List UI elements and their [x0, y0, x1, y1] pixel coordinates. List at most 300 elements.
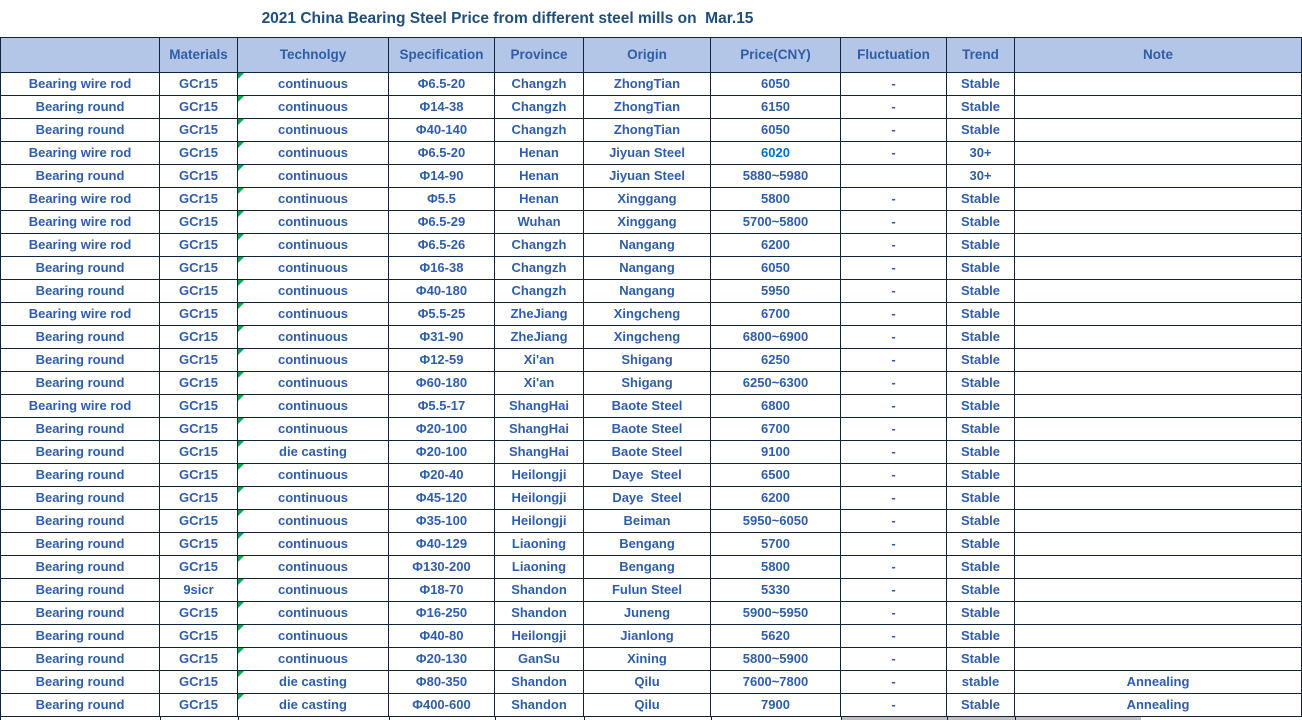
- cell-specification[interactable]: Φ20-100: [389, 418, 495, 441]
- cell-specification[interactable]: Φ45-120: [389, 487, 495, 510]
- cell-product[interactable]: Bearing round: [1, 349, 160, 372]
- cell-technology[interactable]: [238, 556, 389, 579]
- cell-origin[interactable]: Shigang: [584, 349, 711, 372]
- cell-price[interactable]: 6150: [711, 96, 841, 119]
- cell-price[interactable]: 6050: [711, 73, 841, 96]
- cell-specification[interactable]: Φ6.5-26: [389, 234, 495, 257]
- header-cell-note[interactable]: Note: [1015, 38, 1302, 73]
- table-row: [1, 602, 1302, 625]
- cell-fluctuation[interactable]: -: [841, 671, 947, 694]
- cell-materials[interactable]: GCr15: [160, 372, 238, 395]
- cell-product[interactable]: Bearing round: [1, 579, 160, 602]
- cell-technology[interactable]: [238, 602, 389, 625]
- cell-product[interactable]: Bearing wire rod: [1, 188, 160, 211]
- cell-technology-label: continuous: [277, 306, 349, 321]
- cell-province[interactable]: Changzh: [495, 119, 584, 142]
- cell-price[interactable]: 7600~7800: [711, 671, 841, 694]
- cell-price[interactable]: 6800~6900: [711, 326, 841, 349]
- cell-price[interactable]: 5330: [711, 579, 841, 602]
- cell-price[interactable]: 5700: [711, 533, 841, 556]
- cell-materials[interactable]: GCr15: [160, 165, 238, 188]
- cell-trend[interactable]: Stable: [947, 625, 1015, 648]
- error-indicator-icon: [238, 372, 244, 378]
- cell-note[interactable]: [1015, 73, 1302, 96]
- cell-province[interactable]: Changzh: [495, 280, 584, 303]
- cell-technology[interactable]: [238, 280, 389, 303]
- cell-product[interactable]: Bearing wire rod: [1, 303, 160, 326]
- cell-technology[interactable]: [238, 625, 389, 648]
- cell-trend[interactable]: Stable: [947, 280, 1015, 303]
- cell-trend[interactable]: Stable: [947, 464, 1015, 487]
- cell-note[interactable]: [1015, 257, 1302, 280]
- cell-product[interactable]: Bearing round: [1, 648, 160, 671]
- cell-specification[interactable]: Φ20-40: [389, 464, 495, 487]
- cell-price[interactable]: 5950: [711, 280, 841, 303]
- cell-fluctuation[interactable]: -: [841, 579, 947, 602]
- cell-product[interactable]: Bearing round: [1, 464, 160, 487]
- cell-fluctuation[interactable]: -: [841, 119, 947, 142]
- cell-materials[interactable]: GCr15: [160, 533, 238, 556]
- cell-price[interactable]: 5900~5950: [711, 602, 841, 625]
- header-cell-materials[interactable]: Materials: [160, 38, 238, 73]
- cell-trend[interactable]: Stable: [947, 257, 1015, 280]
- cell-fluctuation[interactable]: -: [841, 625, 947, 648]
- cell-province[interactable]: Shandon: [495, 694, 584, 717]
- cell-province[interactable]: Liaoning: [495, 533, 584, 556]
- cell-province[interactable]: Heilongji: [495, 464, 584, 487]
- cell-fluctuation[interactable]: -: [841, 602, 947, 625]
- cell-product[interactable]: Bearing wire rod: [1, 142, 160, 165]
- cell-price[interactable]: 6050: [711, 257, 841, 280]
- cell-technology[interactable]: [238, 418, 389, 441]
- cell-origin[interactable]: Baote Steel: [584, 441, 711, 464]
- cell-specification[interactable]: Φ40-129: [389, 533, 495, 556]
- cell-materials[interactable]: GCr15: [160, 625, 238, 648]
- cell-province[interactable]: Xi'an: [495, 372, 584, 395]
- sheet-title[interactable]: 2021 China Bearing Steel Price from different steel mills on Mar.15: [261, 9, 754, 27]
- cell-price[interactable]: 6050: [711, 119, 841, 142]
- cell-technology[interactable]: [238, 234, 389, 257]
- cell-technology[interactable]: [238, 395, 389, 418]
- cell-fluctuation[interactable]: -: [841, 487, 947, 510]
- cell-origin[interactable]: ZhongTian: [584, 96, 711, 119]
- cell-origin[interactable]: ZhongTian: [584, 73, 711, 96]
- cell-trend[interactable]: Stable: [947, 510, 1015, 533]
- cell-price[interactable]: 5800: [711, 188, 841, 211]
- cell-product[interactable]: Bearing round: [1, 533, 160, 556]
- cell-note[interactable]: [1015, 96, 1302, 119]
- cell-trend[interactable]: stable: [947, 671, 1015, 694]
- cell-fluctuation[interactable]: -: [841, 280, 947, 303]
- cell-technology[interactable]: [238, 188, 389, 211]
- cell-trend[interactable]: Stable: [947, 234, 1015, 257]
- cell-materials[interactable]: GCr15: [160, 671, 238, 694]
- cell-specification[interactable]: Φ35-100: [389, 510, 495, 533]
- cell-price[interactable]: 5950~6050: [711, 510, 841, 533]
- cell-specification[interactable]: Φ16-250: [389, 602, 495, 625]
- cell-trend[interactable]: Stable: [947, 372, 1015, 395]
- cell-fluctuation[interactable]: -: [841, 464, 947, 487]
- cell-note[interactable]: [1015, 188, 1302, 211]
- cell-materials[interactable]: GCr15: [160, 694, 238, 717]
- cell-price[interactable]: 6200: [711, 487, 841, 510]
- cell-province[interactable]: GanSu: [495, 648, 584, 671]
- cell-materials[interactable]: GCr15: [160, 418, 238, 441]
- cell-product[interactable]: Bearing round: [1, 326, 160, 349]
- cell-specification[interactable]: Φ5.5-17: [389, 395, 495, 418]
- cell-specification[interactable]: Φ6.5-29: [389, 211, 495, 234]
- cell-trend[interactable]: Stable: [947, 487, 1015, 510]
- cell-origin[interactable]: Daye Steel: [584, 487, 711, 510]
- cell-note[interactable]: [1015, 510, 1302, 533]
- cell-province[interactable]: Henan: [495, 142, 584, 165]
- header-cell-trend[interactable]: Trend: [947, 38, 1015, 73]
- cell-product[interactable]: Bearing wire rod: [1, 234, 160, 257]
- cell-origin[interactable]: Xinggang: [584, 188, 711, 211]
- cell-product[interactable]: Bearing round: [1, 694, 160, 717]
- cell-price[interactable]: 5880~5980: [711, 165, 841, 188]
- cell-specification[interactable]: Φ40-180: [389, 280, 495, 303]
- cell-origin[interactable]: Jiyuan Steel: [584, 142, 711, 165]
- cell-fluctuation[interactable]: -: [841, 648, 947, 671]
- cell-fluctuation[interactable]: -: [841, 326, 947, 349]
- cell-specification[interactable]: Φ6.5-20: [389, 73, 495, 96]
- cell-province[interactable]: Henan: [495, 188, 584, 211]
- cell-fluctuation[interactable]: -: [841, 418, 947, 441]
- cell-trend[interactable]: Stable: [947, 694, 1015, 717]
- cell-fluctuation[interactable]: -: [841, 694, 947, 717]
- cell-technology[interactable]: [238, 165, 389, 188]
- cell-trend[interactable]: Stable: [947, 579, 1015, 602]
- cell-materials[interactable]: GCr15: [160, 234, 238, 257]
- cell-fluctuation[interactable]: -: [841, 96, 947, 119]
- cell-province[interactable]: Wuhan: [495, 211, 584, 234]
- cell-price[interactable]: 6700: [711, 303, 841, 326]
- cell-province[interactable]: Changzh: [495, 234, 584, 257]
- cell-origin[interactable]: Xining: [584, 648, 711, 671]
- cell-province[interactable]: Liaoning: [495, 556, 584, 579]
- cell-specification[interactable]: Φ18-70: [389, 579, 495, 602]
- cell-technology[interactable]: [238, 648, 389, 671]
- cell-materials[interactable]: GCr15: [160, 487, 238, 510]
- cell-fluctuation[interactable]: -: [841, 441, 947, 464]
- cell-specification[interactable]: Φ16-38: [389, 257, 495, 280]
- cell-product[interactable]: Bearing round: [1, 602, 160, 625]
- cell-origin[interactable]: Nangang: [584, 257, 711, 280]
- cell-materials[interactable]: GCr15: [160, 211, 238, 234]
- cell-specification[interactable]: Φ40-80: [389, 625, 495, 648]
- cell-note[interactable]: [1015, 579, 1302, 602]
- cell-province[interactable]: Changzh: [495, 96, 584, 119]
- cell-note[interactable]: [1015, 602, 1302, 625]
- cell-price[interactable]: 6020: [711, 142, 841, 165]
- cell-product[interactable]: Bearing round: [1, 418, 160, 441]
- cell-trend[interactable]: Stable: [947, 418, 1015, 441]
- cell-product[interactable]: Bearing round: [1, 165, 160, 188]
- cell-note[interactable]: [1015, 211, 1302, 234]
- cell-note[interactable]: [1015, 372, 1302, 395]
- cell-materials[interactable]: GCr15: [160, 648, 238, 671]
- cell-specification[interactable]: Φ14-90: [389, 165, 495, 188]
- cell-product[interactable]: Bearing wire rod: [1, 73, 160, 96]
- cell-trend[interactable]: Stable: [947, 556, 1015, 579]
- cell-price[interactable]: 5700~5800: [711, 211, 841, 234]
- cell-product[interactable]: Bearing round: [1, 280, 160, 303]
- cell-product[interactable]: Bearing round: [1, 625, 160, 648]
- cell-specification[interactable]: Φ31-90: [389, 326, 495, 349]
- cell-fluctuation[interactable]: -: [841, 188, 947, 211]
- cell-province[interactable]: ShangHai: [495, 441, 584, 464]
- cell-price[interactable]: 6200: [711, 234, 841, 257]
- cell-materials[interactable]: GCr15: [160, 303, 238, 326]
- cell-product[interactable]: Bearing round: [1, 510, 160, 533]
- cell-origin[interactable]: Xingcheng: [584, 326, 711, 349]
- cell-materials[interactable]: GCr15: [160, 441, 238, 464]
- cell-specification[interactable]: Φ130-200: [389, 556, 495, 579]
- cell-province[interactable]: Changzh: [495, 257, 584, 280]
- header-cell-technology[interactable]: Technolgy: [238, 38, 389, 73]
- cell-fluctuation[interactable]: -: [841, 303, 947, 326]
- cell-trend[interactable]: Stable: [947, 303, 1015, 326]
- cell-technology[interactable]: [238, 349, 389, 372]
- cell-note[interactable]: [1015, 625, 1302, 648]
- cell-fluctuation[interactable]: -: [841, 533, 947, 556]
- cell-origin[interactable]: Qilu: [584, 671, 711, 694]
- cell-fluctuation[interactable]: -: [841, 372, 947, 395]
- cell-technology[interactable]: [238, 303, 389, 326]
- table-row: [1, 119, 1302, 142]
- cell-technology[interactable]: [238, 671, 389, 694]
- cell-materials[interactable]: GCr15: [160, 280, 238, 303]
- cell-materials[interactable]: GCr15: [160, 395, 238, 418]
- cell-product[interactable]: Bearing round: [1, 441, 160, 464]
- cell-product[interactable]: Bearing round: [1, 257, 160, 280]
- cell-province[interactable]: Shandon: [495, 602, 584, 625]
- cell-fluctuation[interactable]: -: [841, 142, 947, 165]
- cell-fluctuation[interactable]: -: [841, 211, 947, 234]
- cell-specification[interactable]: Φ40-140: [389, 119, 495, 142]
- cell-technology[interactable]: [238, 694, 389, 717]
- cell-materials[interactable]: GCr15: [160, 257, 238, 280]
- cell-origin[interactable]: ZhongTian: [584, 119, 711, 142]
- cell-specification[interactable]: Φ14-38: [389, 96, 495, 119]
- cell-price[interactable]: 6700: [711, 418, 841, 441]
- table-row: [1, 349, 1302, 372]
- cell-materials[interactable]: GCr15: [160, 349, 238, 372]
- cell-fluctuation[interactable]: -: [841, 349, 947, 372]
- cell-fluctuation[interactable]: -: [841, 556, 947, 579]
- header-cell-fluctuation[interactable]: Fluctuation: [841, 38, 947, 73]
- cell-trend[interactable]: Stable: [947, 211, 1015, 234]
- cell-technology[interactable]: [238, 257, 389, 280]
- cell-origin[interactable]: Bengang: [584, 533, 711, 556]
- cell-province[interactable]: Shandon: [495, 579, 584, 602]
- cell-origin[interactable]: Nangang: [584, 280, 711, 303]
- cell-trend[interactable]: Stable: [947, 533, 1015, 556]
- cell-materials[interactable]: GCr15: [160, 188, 238, 211]
- cell-trend[interactable]: Stable: [947, 395, 1015, 418]
- title-row: [0, 0, 1302, 37]
- cell-materials[interactable]: GCr15: [160, 119, 238, 142]
- cell-note[interactable]: Annealing: [1015, 671, 1302, 694]
- cell-note[interactable]: [1015, 648, 1302, 671]
- cell-specification[interactable]: Φ5.5-25: [389, 303, 495, 326]
- cell-technology[interactable]: [238, 73, 389, 96]
- cell-province[interactable]: ShangHai: [495, 395, 584, 418]
- cell-fluctuation[interactable]: -: [841, 510, 947, 533]
- cell-product[interactable]: Bearing round: [1, 372, 160, 395]
- cell-price[interactable]: 5800~5900: [711, 648, 841, 671]
- cell-materials[interactable]: GCr15: [160, 556, 238, 579]
- cell-province[interactable]: Henan: [495, 165, 584, 188]
- cell-materials[interactable]: GCr15: [160, 142, 238, 165]
- cell-specification[interactable]: Φ20-130: [389, 648, 495, 671]
- cell-origin[interactable]: Daye Steel: [584, 464, 711, 487]
- cell-origin[interactable]: Jianlong: [584, 625, 711, 648]
- cell-origin[interactable]: Xingcheng: [584, 303, 711, 326]
- cell-fluctuation[interactable]: [841, 165, 947, 188]
- cell-price[interactable]: 6250~6300: [711, 372, 841, 395]
- cell-technology[interactable]: [238, 510, 389, 533]
- cell-technology[interactable]: [238, 579, 389, 602]
- cell-province[interactable]: ZheJiang: [495, 303, 584, 326]
- cell-technology[interactable]: [238, 211, 389, 234]
- cell-price[interactable]: 5620: [711, 625, 841, 648]
- cell-fluctuation[interactable]: -: [841, 234, 947, 257]
- cell-trend[interactable]: 30+: [947, 165, 1015, 188]
- cell-trend[interactable]: Stable: [947, 349, 1015, 372]
- cell-materials[interactable]: 9sicr: [160, 579, 238, 602]
- cell-note[interactable]: [1015, 280, 1302, 303]
- cell-technology[interactable]: [238, 119, 389, 142]
- cell-product[interactable]: Bearing round: [1, 119, 160, 142]
- cell-price[interactable]: 7900: [711, 694, 841, 717]
- table-row: [1, 510, 1302, 533]
- cell-technology[interactable]: [238, 487, 389, 510]
- cell-note[interactable]: [1015, 418, 1302, 441]
- cell-province[interactable]: ShangHai: [495, 418, 584, 441]
- cell-price[interactable]: 5800: [711, 556, 841, 579]
- header-cell-price[interactable]: Price(CNY): [711, 38, 841, 73]
- cell-province[interactable]: Heilongji: [495, 625, 584, 648]
- cell-technology[interactable]: [238, 441, 389, 464]
- cell-note[interactable]: [1015, 349, 1302, 372]
- cell-note[interactable]: [1015, 556, 1302, 579]
- cell-fluctuation[interactable]: -: [841, 257, 947, 280]
- cell-trend[interactable]: Stable: [947, 648, 1015, 671]
- cell-note[interactable]: [1015, 487, 1302, 510]
- cell-note[interactable]: [1015, 464, 1302, 487]
- cell-origin[interactable]: Xinggang: [584, 211, 711, 234]
- cell-materials[interactable]: GCr15: [160, 96, 238, 119]
- cell-materials[interactable]: GCr15: [160, 326, 238, 349]
- cell-trend[interactable]: Stable: [947, 188, 1015, 211]
- cell-specification[interactable]: Φ80-350: [389, 671, 495, 694]
- header-cell-province[interactable]: Province: [495, 38, 584, 73]
- cell-product[interactable]: Bearing round: [1, 671, 160, 694]
- cell-technology[interactable]: [238, 142, 389, 165]
- cell-technology[interactable]: [238, 372, 389, 395]
- header-cell-specification[interactable]: Specification: [389, 38, 495, 73]
- cell-trend[interactable]: Stable: [947, 96, 1015, 119]
- cell-trend[interactable]: Stable: [947, 441, 1015, 464]
- cell-trend[interactable]: 30+: [947, 142, 1015, 165]
- cell-price[interactable]: 6250: [711, 349, 841, 372]
- cell-specification[interactable]: Φ12-59: [389, 349, 495, 372]
- cell-origin[interactable]: Nangang: [584, 234, 711, 257]
- cell-product[interactable]: Bearing wire rod: [1, 211, 160, 234]
- cell-fluctuation[interactable]: -: [841, 73, 947, 96]
- header-cell-product[interactable]: [1, 38, 160, 73]
- cell-origin[interactable]: Fulun Steel: [584, 579, 711, 602]
- cell-note[interactable]: [1015, 533, 1302, 556]
- cell-technology[interactable]: [238, 326, 389, 349]
- cell-province[interactable]: Changzh: [495, 73, 584, 96]
- cell-origin[interactable]: Qilu: [584, 694, 711, 717]
- cell-note[interactable]: [1015, 165, 1302, 188]
- cell-origin[interactable]: Jiyuan Steel: [584, 165, 711, 188]
- cell-origin[interactable]: Shigang: [584, 372, 711, 395]
- cell-origin[interactable]: Juneng: [584, 602, 711, 625]
- cell-province[interactable]: Xi'an: [495, 349, 584, 372]
- cell-materials[interactable]: GCr15: [160, 464, 238, 487]
- cell-materials[interactable]: GCr15: [160, 73, 238, 96]
- header-cell-origin[interactable]: Origin: [584, 38, 711, 73]
- cell-specification[interactable]: Φ400-600: [389, 694, 495, 717]
- cell-product[interactable]: Bearing round: [1, 96, 160, 119]
- cell-technology[interactable]: [238, 464, 389, 487]
- cell-fluctuation[interactable]: -: [841, 395, 947, 418]
- cell-note[interactable]: [1015, 326, 1302, 349]
- cell-note[interactable]: [1015, 142, 1302, 165]
- cell-origin[interactable]: Beiman: [584, 510, 711, 533]
- cell-origin[interactable]: Bengang: [584, 556, 711, 579]
- cell-technology[interactable]: [238, 96, 389, 119]
- cell-materials[interactable]: GCr15: [160, 510, 238, 533]
- error-indicator-icon: [238, 418, 244, 424]
- cell-trend[interactable]: Stable: [947, 73, 1015, 96]
- cell-specification[interactable]: Φ5.5: [389, 188, 495, 211]
- cell-note[interactable]: [1015, 441, 1302, 464]
- cell-province[interactable]: Heilongji: [495, 510, 584, 533]
- cell-materials[interactable]: GCr15: [160, 602, 238, 625]
- cell-trend[interactable]: Stable: [947, 602, 1015, 625]
- cell-specification[interactable]: Φ60-180: [389, 372, 495, 395]
- cell-note[interactable]: Annealing: [1015, 694, 1302, 717]
- cell-origin[interactable]: Baote Steel: [584, 418, 711, 441]
- cell-product[interactable]: Bearing round: [1, 556, 160, 579]
- cell-product[interactable]: Bearing round: [1, 487, 160, 510]
- cell-province[interactable]: Heilongji: [495, 487, 584, 510]
- cell-technology[interactable]: [238, 533, 389, 556]
- cell-specification[interactable]: Φ20-100: [389, 441, 495, 464]
- cell-note[interactable]: [1015, 119, 1302, 142]
- table-row: [1, 142, 1302, 165]
- cell-price[interactable]: 6800: [711, 395, 841, 418]
- cell-price[interactable]: 9100: [711, 441, 841, 464]
- cell-province[interactable]: ZheJiang: [495, 326, 584, 349]
- cell-note[interactable]: [1015, 395, 1302, 418]
- cell-product[interactable]: Bearing wire rod: [1, 395, 160, 418]
- cell-note[interactable]: [1015, 234, 1302, 257]
- cell-note[interactable]: [1015, 303, 1302, 326]
- cell-specification[interactable]: Φ6.5-20: [389, 142, 495, 165]
- cell-price[interactable]: 6500: [711, 464, 841, 487]
- cell-trend[interactable]: Stable: [947, 326, 1015, 349]
- cell-origin[interactable]: Baote Steel: [584, 395, 711, 418]
- cell-trend[interactable]: Stable: [947, 119, 1015, 142]
- cell-province[interactable]: Shandon: [495, 671, 584, 694]
